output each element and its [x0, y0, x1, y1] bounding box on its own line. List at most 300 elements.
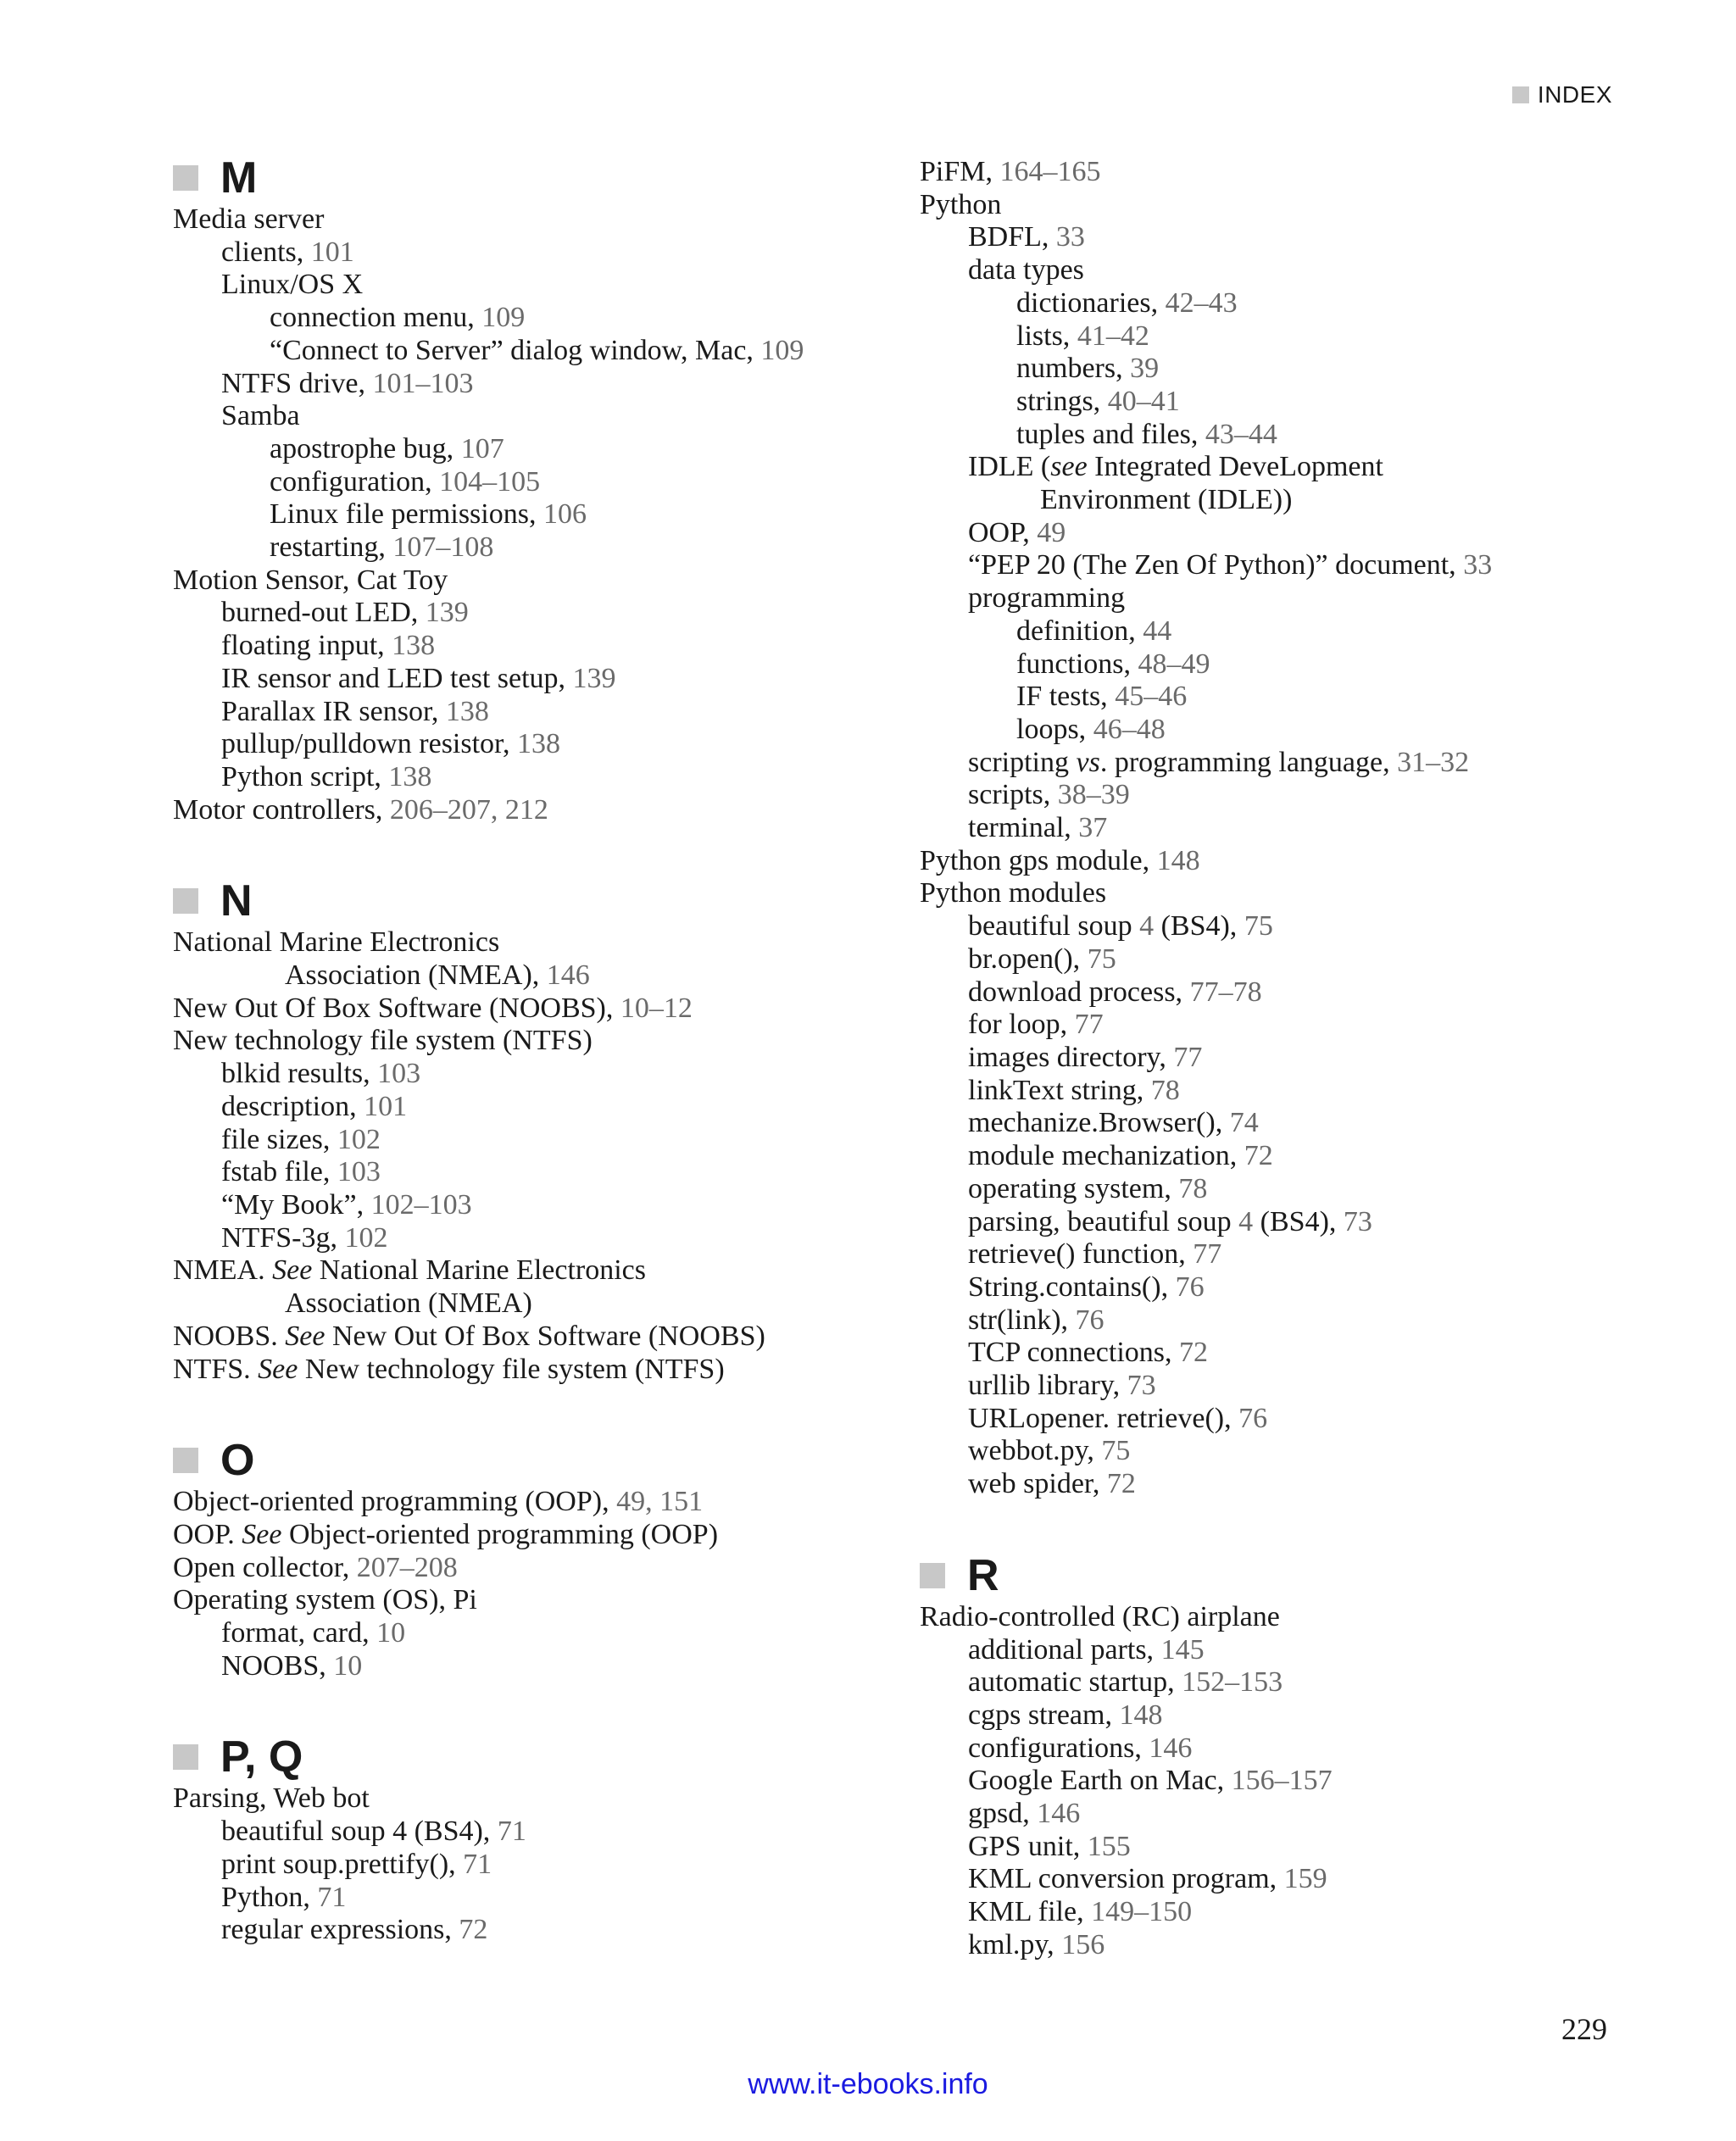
index-entry: [920, 910, 1683, 943]
section-letter-heading: [173, 153, 893, 203]
square-bullet-icon: [920, 1563, 945, 1588]
index-entry: [173, 1816, 893, 1849]
entry-term: strings,: [1016, 385, 1108, 417]
entry-page-numbers: 152–153: [1182, 1666, 1283, 1699]
entry-page-numbers: 76: [1238, 1402, 1268, 1434]
entry-term: String.contains(),: [968, 1271, 1176, 1303]
index-entry: [920, 1173, 1683, 1206]
entry-term: Samba: [221, 400, 300, 432]
index-entry: [920, 877, 1683, 910]
index-section: [173, 153, 893, 826]
entry-page-numbers: 156–157: [1231, 1765, 1333, 1797]
running-head: [1512, 81, 1612, 108]
entry-term: terminal,: [968, 812, 1079, 844]
index-entry: [920, 549, 1683, 582]
entry-term: format, card,: [221, 1617, 377, 1649]
entry-page-numbers: 207–208: [356, 1551, 458, 1583]
entry-term: NTFS-3g,: [221, 1221, 345, 1254]
entry-term: blkid results,: [221, 1058, 378, 1090]
index-entry: [173, 1519, 893, 1552]
index-entry: [920, 1304, 1683, 1337]
entry-term: Parsing, Web bot: [173, 1782, 370, 1815]
entry-term: functions,: [1016, 648, 1138, 680]
entry-page-numbers: 75: [1244, 910, 1273, 943]
index-entry: [173, 1025, 893, 1058]
entry-term: clients,: [221, 236, 311, 268]
entry-page-numbers: 39: [1130, 353, 1160, 385]
entry-term: “PEP 20 (The Zen Of Python)” document,: [968, 549, 1464, 581]
entry-page-numbers: 206–207, 212: [389, 793, 548, 826]
entry-page-numbers: 75: [1087, 943, 1116, 975]
entry-page-numbers: 156: [1061, 1928, 1105, 1960]
entry-prefix: IDLE (: [968, 451, 1051, 483]
index-entry: [173, 335, 893, 368]
entry-page-numbers: 46–48: [1093, 713, 1166, 745]
index-entry: [920, 1732, 1683, 1766]
entry-inline-number: 4: [1238, 1205, 1254, 1237]
entry-prefix: NTFS.: [173, 1353, 259, 1385]
entry-term: pullup/pulldown resistor,: [221, 728, 518, 760]
index-entry: [920, 747, 1683, 780]
entry-term: br.open(),: [968, 943, 1088, 975]
entry-term: Python,: [221, 1881, 318, 1913]
footer-link[interactable]: www.it-ebooks.info: [748, 2068, 988, 2100]
entry-term: Google Earth on Mac,: [968, 1765, 1232, 1797]
section-letter-heading: [173, 1435, 893, 1486]
entry-page-numbers: 72: [1179, 1337, 1208, 1369]
entry-term: configuration,: [270, 465, 440, 498]
index-entry: [173, 1189, 893, 1222]
index-entry: [920, 1929, 1683, 1962]
section-letter: P, Q: [220, 1732, 303, 1782]
entry-term: Linux/OS X: [221, 269, 364, 301]
index-entry: [920, 1271, 1683, 1304]
section-letter: N: [220, 876, 253, 926]
index-entry: [173, 269, 893, 302]
entry-term: Motion Sensor, Cat Toy: [173, 564, 448, 596]
entry-page-numbers: 41–42: [1077, 320, 1149, 352]
index-entry: [920, 1666, 1683, 1699]
square-bullet-icon: [173, 888, 198, 914]
section-letter: M: [220, 153, 258, 203]
entry-page-numbers: 10: [376, 1617, 406, 1649]
entry-page-numbers: 33: [1463, 549, 1493, 581]
index-entry: [173, 1849, 893, 1882]
entry-prefix: parsing, beautiful soup: [968, 1205, 1239, 1237]
index-entry: [173, 794, 893, 827]
index-entry: [920, 1042, 1683, 1075]
index-entry: [920, 714, 1683, 747]
entry-page-numbers: 109: [760, 334, 804, 366]
entry-page-numbers: 149–150: [1091, 1896, 1193, 1928]
entry-term: configurations,: [968, 1732, 1149, 1764]
entry-page-numbers: 71: [497, 1816, 526, 1848]
entry-term: National Marine Electronics: [312, 1254, 646, 1287]
index-entry: [173, 1321, 893, 1354]
entry-term: download process,: [968, 976, 1190, 1008]
entry-page-numbers: 43–44: [1205, 418, 1277, 450]
entry-page-numbers: 77: [1193, 1238, 1222, 1271]
entry-page-numbers: 49, 151: [616, 1486, 704, 1518]
entry-term: Python: [920, 188, 1002, 220]
entry-page-numbers: 77: [1173, 1041, 1203, 1073]
entry-term: Media server: [173, 203, 325, 235]
entry-term: regular expressions,: [221, 1914, 459, 1946]
entry-page-numbers: 76: [1075, 1304, 1104, 1336]
index-entry: [920, 1337, 1683, 1370]
entry-page-numbers: 138: [445, 695, 489, 727]
entry-term: definition,: [1016, 614, 1143, 647]
entry-term: Integrated DeveLopment: [1087, 451, 1383, 483]
entry-page-numbers: 146: [1037, 1798, 1081, 1830]
index-entry: [173, 302, 893, 335]
entry-term: GPS unit,: [968, 1830, 1088, 1862]
index-entry: [920, 451, 1683, 484]
entry-term: beautiful soup 4 (BS4),: [221, 1816, 498, 1848]
index-entry: [173, 663, 893, 696]
entry-term: Association (NMEA),: [285, 959, 547, 992]
square-bullet-icon: [173, 1744, 198, 1770]
index-entry: [920, 1009, 1683, 1042]
entry-page-numbers: 40–41: [1107, 385, 1180, 417]
index-entry: [920, 845, 1683, 878]
index-entry: [173, 597, 893, 630]
index-entry: [173, 1058, 893, 1091]
index-entry: [920, 517, 1683, 550]
index-entry: [173, 1882, 893, 1915]
entry-term: webbot.py,: [968, 1435, 1102, 1467]
entry-term: Python script,: [221, 760, 389, 792]
entry-term: mechanize.Browser(),: [968, 1107, 1230, 1139]
entry-page-numbers: 101: [364, 1090, 408, 1122]
entry-term: New Out Of Box Software (NOOBS): [325, 1320, 765, 1352]
index-entry: [920, 1699, 1683, 1732]
index-entry: [920, 320, 1683, 353]
entry-page-numbers: 138: [517, 728, 561, 760]
index-section: [920, 1550, 1683, 1962]
entry-page-numbers: 74: [1229, 1107, 1259, 1139]
entry-page-numbers: 146: [546, 959, 590, 992]
entry-page-numbers: 148: [1156, 844, 1200, 876]
entry-prefix: beautiful soup: [968, 910, 1140, 943]
entry-page-numbers: 138: [388, 760, 432, 792]
entry-page-numbers: 78: [1178, 1172, 1208, 1204]
entry-term: New technology file system (NTFS): [298, 1353, 725, 1385]
entry-page-numbers: 10: [333, 1649, 363, 1682]
entry-see-reference: See: [272, 1254, 313, 1287]
index-column-left: [173, 153, 893, 1996]
entry-page-numbers: 107–108: [392, 531, 494, 564]
entry-page-numbers: 76: [1175, 1271, 1205, 1303]
entry-page-numbers: 101: [310, 236, 354, 268]
entry-page-numbers: 72: [459, 1914, 488, 1946]
index-section: [920, 156, 1683, 1501]
entry-page-numbers: 44: [1143, 614, 1172, 647]
entry-see-reference: See: [285, 1320, 326, 1352]
entry-term: Open collector,: [173, 1551, 357, 1583]
entry-term: Python gps module,: [920, 844, 1157, 876]
entry-term: . programming language,: [1099, 746, 1398, 778]
index-entry: [920, 779, 1683, 812]
entry-page-numbers: 164–165: [999, 156, 1101, 187]
entry-page-numbers: 10–12: [620, 992, 693, 1024]
entry-page-numbers: 71: [463, 1848, 492, 1880]
index-entry: [920, 254, 1683, 287]
index-entry: [920, 1831, 1683, 1864]
index-entry: [173, 1914, 893, 1947]
index-entry: [173, 368, 893, 401]
index-entry: [173, 761, 893, 794]
index-entry: [173, 1552, 893, 1585]
entry-page-numbers: 107: [460, 432, 504, 464]
entry-page-numbers: 159: [1283, 1863, 1327, 1895]
index-entry: [920, 1634, 1683, 1667]
entry-term: operating system,: [968, 1172, 1179, 1204]
entry-page-numbers: 155: [1087, 1830, 1131, 1862]
index-entry: [920, 681, 1683, 714]
entry-term: Object-oriented programming (OOP): [281, 1518, 719, 1550]
entry-prefix: OOP.: [173, 1518, 242, 1550]
entry-page-numbers: 145: [1160, 1633, 1205, 1666]
index-entry: [920, 419, 1683, 452]
entry-term: file sizes,: [221, 1123, 337, 1155]
index-entry: [920, 156, 1683, 189]
index-column-right: [920, 156, 1683, 2011]
entry-page-numbers: 102: [337, 1123, 381, 1155]
entry-term: Association (NMEA): [285, 1287, 532, 1320]
index-entry: [920, 1601, 1683, 1634]
index-entry: [173, 400, 893, 433]
entry-page-numbers: 101–103: [372, 367, 474, 399]
index-entry: [920, 1206, 1683, 1239]
entry-term: fstab file,: [221, 1156, 337, 1188]
index-entry: [173, 926, 893, 959]
entry-page-numbers: 139: [572, 662, 616, 694]
entry-prefix: scripting: [968, 746, 1077, 778]
square-bullet-icon: [1512, 86, 1529, 103]
entry-page-numbers: 33: [1055, 221, 1085, 253]
entry-term: IR sensor and LED test setup,: [221, 662, 573, 694]
index-entry: [173, 1091, 893, 1124]
index-entry: [173, 959, 893, 993]
entry-prefix: NOOBS.: [173, 1320, 286, 1352]
entry-term: NOOBS,: [221, 1649, 334, 1682]
entry-term: Object-oriented programming (OOP),: [173, 1486, 617, 1518]
entry-page-numbers: 49: [1037, 516, 1066, 548]
entry-page-numbers: 138: [392, 630, 436, 662]
entry-term: NTFS drive,: [221, 367, 373, 399]
entry-term: numbers,: [1016, 353, 1131, 385]
index-entry: [920, 1765, 1683, 1798]
index-entry: [920, 484, 1683, 517]
index-entry: [920, 1896, 1683, 1929]
entry-term: (BS4),: [1253, 1205, 1344, 1237]
entry-term: additional parts,: [968, 1633, 1161, 1666]
index-entry: [173, 1222, 893, 1255]
index-entry: [173, 1486, 893, 1519]
index-entry: [920, 1238, 1683, 1271]
entry-inline-number: 4: [1139, 910, 1155, 943]
index-entry: [920, 1107, 1683, 1140]
index-entry: [173, 564, 893, 598]
entry-term: scripts,: [968, 779, 1058, 811]
index-entry: [920, 1403, 1683, 1436]
entry-term: KML conversion program,: [968, 1863, 1284, 1895]
index-entry: [173, 696, 893, 729]
entry-page-numbers: 37: [1078, 812, 1108, 844]
entry-page-numbers: 102–103: [370, 1188, 472, 1221]
entry-term: connection menu,: [270, 302, 482, 334]
entry-term: images directory,: [968, 1041, 1174, 1073]
entry-term: programming: [968, 582, 1126, 614]
entry-term: OOP,: [968, 516, 1038, 548]
entry-page-numbers: 48–49: [1138, 648, 1210, 680]
index-entry: [173, 1584, 893, 1617]
entry-term: print soup.prettify(),: [221, 1848, 464, 1880]
index-entry: [920, 1370, 1683, 1403]
entry-term: Radio-controlled (RC) airplane: [920, 1600, 1280, 1632]
page-number: 229: [1561, 2012, 1607, 2046]
index-entry: [920, 1140, 1683, 1173]
index-entry: [173, 531, 893, 564]
entry-term: data types: [968, 254, 1084, 286]
entry-term: New technology file system (NTFS): [173, 1025, 593, 1057]
entry-see-reference: See: [242, 1518, 282, 1550]
index-entry: [173, 630, 893, 663]
square-bullet-icon: [173, 1448, 198, 1473]
entry-term: kml.py,: [968, 1928, 1062, 1960]
index-entry: [173, 1254, 893, 1287]
entry-see-reference: see: [1050, 451, 1088, 483]
index-entry: [920, 1798, 1683, 1831]
entry-term: retrieve() function,: [968, 1238, 1194, 1271]
entry-term: Environment (IDLE)): [1040, 484, 1293, 516]
entry-page-numbers: 102: [344, 1221, 388, 1254]
entry-term: gpsd,: [968, 1798, 1038, 1830]
entry-page-numbers: 72: [1106, 1468, 1136, 1500]
entry-term: description,: [221, 1090, 364, 1122]
index-entry: [920, 1863, 1683, 1896]
entry-page-numbers: 72: [1244, 1140, 1273, 1172]
entry-term: IF tests,: [1016, 681, 1116, 713]
index-entry: [173, 1287, 893, 1321]
index-entry: [920, 1075, 1683, 1108]
entry-page-numbers: 106: [542, 498, 587, 531]
entry-term: burned-out LED,: [221, 597, 426, 629]
entry-page-numbers: 109: [481, 302, 526, 334]
entry-term: Motor controllers,: [173, 793, 390, 826]
square-bullet-icon: [173, 165, 198, 191]
entry-term: loops,: [1016, 713, 1093, 745]
index-entry: [173, 1650, 893, 1683]
entry-term: BDFL,: [968, 221, 1056, 253]
entry-page-numbers: 146: [1149, 1732, 1193, 1764]
running-head-label: INDEX: [1537, 81, 1612, 108]
index-entry: [920, 812, 1683, 845]
entry-term: PiFM,: [920, 156, 1000, 187]
entry-term: for loop,: [968, 1009, 1075, 1041]
index-entry: [920, 353, 1683, 386]
entry-term: URLopener. retrieve(),: [968, 1402, 1239, 1434]
index-entry: [173, 466, 893, 499]
entry-page-numbers: 75: [1101, 1435, 1131, 1467]
entry-see-reference: vs: [1076, 746, 1100, 778]
section-letter-heading: [173, 876, 893, 926]
entry-term: apostrophe bug,: [270, 432, 461, 464]
index-entry: [920, 221, 1683, 254]
index-entry: [173, 498, 893, 531]
entry-page-numbers: 71: [317, 1881, 347, 1913]
index-entry: [173, 1782, 893, 1816]
section-letter: R: [967, 1550, 999, 1600]
entry-term: Parallax IR sensor,: [221, 695, 446, 727]
entry-page-numbers: 103: [337, 1156, 381, 1188]
index-entry: [920, 1435, 1683, 1468]
index-entry: [173, 1124, 893, 1157]
entry-term: Python modules: [920, 877, 1107, 909]
index-entry: [173, 728, 893, 761]
entry-term: lists,: [1016, 320, 1077, 352]
entry-page-numbers: 139: [425, 597, 469, 629]
index-entry: [173, 236, 893, 270]
entry-see-reference: See: [258, 1353, 298, 1385]
entry-page-numbers: 78: [1150, 1074, 1180, 1106]
entry-term: “Connect to Server” dialog window, Mac,: [270, 334, 761, 366]
entry-term: module mechanization,: [968, 1140, 1244, 1172]
entry-term: str(link),: [968, 1304, 1076, 1336]
index-section: [173, 1435, 893, 1682]
entry-term: urllib library,: [968, 1370, 1127, 1402]
entry-term: TCP connections,: [968, 1337, 1179, 1369]
entry-page-numbers: 148: [1119, 1699, 1163, 1731]
entry-term: dictionaries,: [1016, 286, 1166, 319]
entry-page-numbers: 103: [377, 1058, 421, 1090]
entry-term: linkText string,: [968, 1074, 1151, 1106]
entry-page-numbers: 45–46: [1115, 681, 1188, 713]
entry-term: Linux file permissions,: [270, 498, 543, 531]
entry-term: floating input,: [221, 630, 392, 662]
index-entry: [173, 1156, 893, 1189]
entry-prefix: NMEA.: [173, 1254, 273, 1287]
entry-term: New Out Of Box Software (NOOBS),: [173, 992, 620, 1024]
index-entry: [920, 615, 1683, 648]
index-entry: [920, 189, 1683, 222]
index-entry: [920, 943, 1683, 976]
entry-term: automatic startup,: [968, 1666, 1182, 1699]
index-section: [173, 876, 893, 1386]
index-entry: [920, 287, 1683, 320]
index-entry: [920, 582, 1683, 615]
entry-term: tuples and files,: [1016, 418, 1205, 450]
entry-page-numbers: 77–78: [1189, 976, 1262, 1008]
entry-term: web spider,: [968, 1468, 1107, 1500]
entry-term: (BS4),: [1154, 910, 1244, 943]
index-entry: [920, 648, 1683, 681]
entry-page-numbers: 104–105: [439, 465, 541, 498]
index-entry: [173, 203, 893, 236]
entry-term: “My Book”,: [221, 1188, 371, 1221]
entry-page-numbers: 31–32: [1397, 746, 1470, 778]
index-entry: [173, 993, 893, 1026]
entry-page-numbers: 73: [1127, 1370, 1156, 1402]
entry-page-numbers: 42–43: [1165, 286, 1238, 319]
entry-term: National Marine Electronics: [173, 926, 500, 959]
entry-term: KML file,: [968, 1896, 1092, 1928]
entry-page-numbers: 73: [1343, 1205, 1372, 1237]
section-letter-heading: [173, 1732, 893, 1782]
index-entry: [173, 1617, 893, 1650]
entry-page-numbers: 77: [1074, 1009, 1104, 1041]
